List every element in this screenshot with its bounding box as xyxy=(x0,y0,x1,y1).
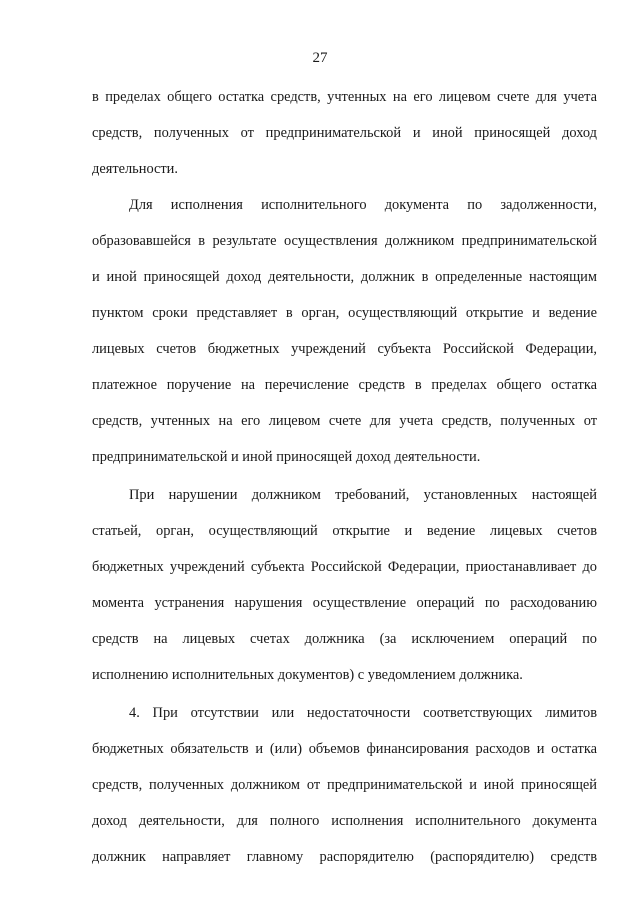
text-line-8: лицевых счетов бюджетных учреждений субъекта Российской Федерации, xyxy=(92,341,597,357)
text-line-4: Для исполнения исполнительного документа по задолженности, xyxy=(129,197,597,213)
text-line-11: предпринимательской и иной приносящей доход деятельности. xyxy=(92,449,481,465)
text-line-5: образовавшейся в результате осуществления должником предпринимательской xyxy=(92,233,597,249)
text-line-17: исполнению исполнительных документов) с уведомлением должника. xyxy=(92,667,523,683)
text-line-9: платежное поручение на перечисление средств в пределах общего остатка xyxy=(92,377,597,393)
text-line-3: деятельности. xyxy=(92,161,178,177)
text-line-7: пунктом сроки представляет в орган, осуществляющий открытие и ведение xyxy=(92,305,597,321)
text-line-21: доход деятельности, для полного исполнения исполнительного документа xyxy=(92,813,597,829)
text-line-6: и иной приносящей доход деятельности, должник в определенные настоящим xyxy=(92,269,597,285)
text-line-19: бюджетных обязательств и (или) объемов финансирования расходов и остатка xyxy=(92,741,597,757)
text-line-16: средств на лицевых счетах должника (за исключением операций по xyxy=(92,631,597,647)
text-line-2: средств, полученных от предпринимательской и иной приносящей доход xyxy=(92,125,597,141)
page-number: 27 xyxy=(312,50,328,66)
text-line-15: момента устранения нарушения осуществление операций по расходованию xyxy=(92,595,597,611)
text-line-18: 4. При отсутствии или недостаточности соответствующих лимитов xyxy=(129,705,597,721)
text-line-20: средств, полученных должником от предпринимательской и иной приносящей xyxy=(92,777,597,793)
text-line-13: статьей, орган, осуществляющий открытие и ведение лицевых счетов xyxy=(92,523,597,539)
text-line-14: бюджетных учреждений субъекта Российской Федерации, приостанавливает до xyxy=(92,559,597,575)
text-line-22: должник направляет главному распорядителю (распорядителю) средств xyxy=(92,849,597,865)
text-line-10: средств, учтенных на его лицевом счете для учета средств, полученных от xyxy=(92,413,597,429)
text-line-1: в пределах общего остатка средств, учтенных на его лицевом счете для учета xyxy=(92,89,597,105)
text-line-12: При нарушении должником требований, установленных настоящей xyxy=(129,487,597,503)
